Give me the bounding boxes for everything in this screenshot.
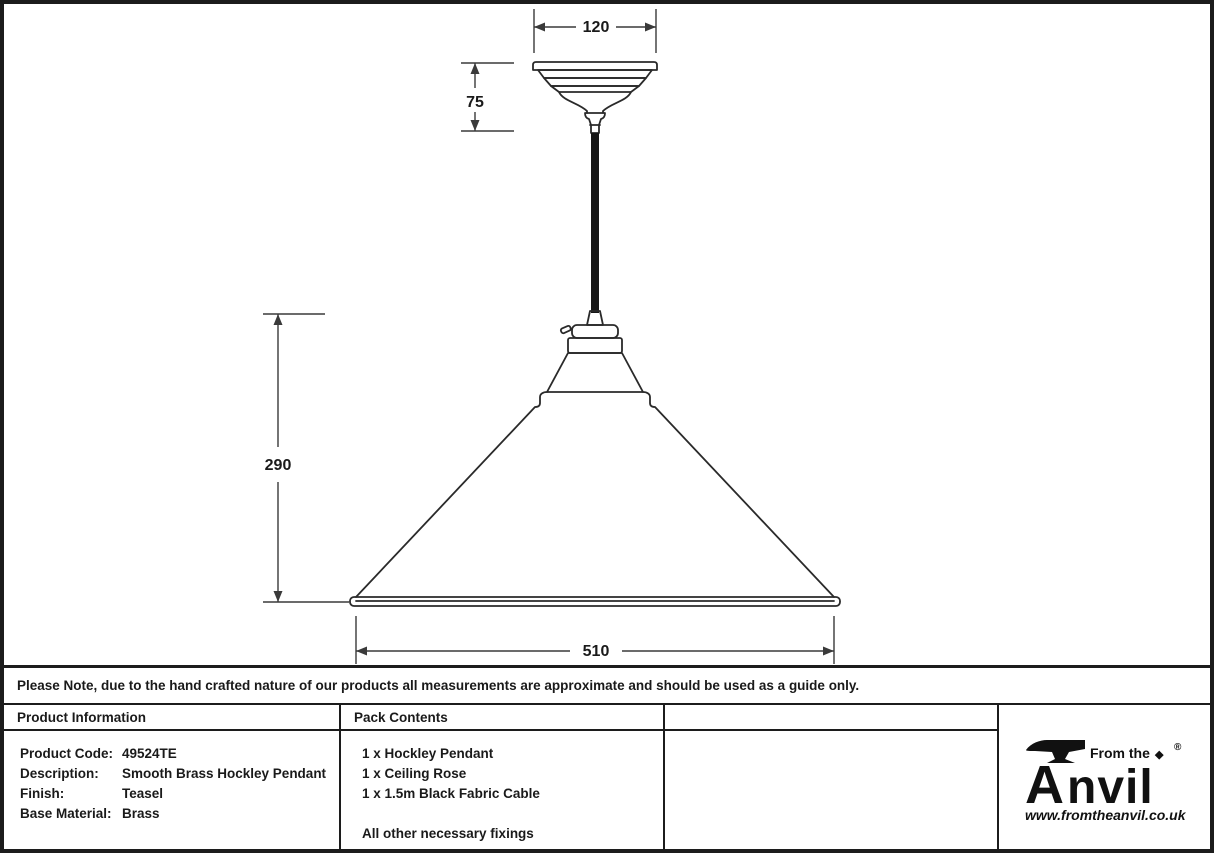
dimension-label: 290 bbox=[264, 457, 292, 474]
note-text: Please Note, due to the hand crafted nature of our products all measurements are approximate and should be used as a guide only. bbox=[17, 678, 860, 693]
pack-contents-footer: All other necessary fixings bbox=[362, 825, 534, 841]
anvil-logo bbox=[1024, 737, 1186, 825]
dimension-label: 120 bbox=[582, 19, 610, 36]
dimension-rose-width bbox=[534, 9, 656, 53]
dimension-label: 75 bbox=[466, 94, 484, 111]
dimension-shade-width bbox=[356, 616, 834, 664]
base-material-row: Base Material: Brass bbox=[20, 805, 160, 821]
dimension-label: 510 bbox=[582, 643, 610, 660]
ceiling-rose bbox=[533, 62, 657, 133]
cord-grip bbox=[587, 311, 603, 325]
logo-registered-mark: ® bbox=[1173, 742, 1181, 753]
description-row: Description: Smooth Brass Hockley Pendant bbox=[20, 765, 327, 781]
empty-body-cell bbox=[665, 731, 999, 849]
empty-header-cell bbox=[665, 705, 999, 731]
measurement-note bbox=[4, 665, 1210, 705]
logo-name-rest: nvil bbox=[1066, 761, 1154, 814]
product-code-row: Product Code: 49524TE bbox=[20, 745, 177, 761]
product-information-header: Product Information bbox=[4, 705, 341, 731]
pack-item: 1 x 1.5m Black Fabric Cable bbox=[362, 785, 540, 801]
dimension-rose-height bbox=[461, 63, 514, 131]
logo-prefix: From the bbox=[1089, 745, 1150, 761]
shade-gallery bbox=[547, 353, 643, 392]
spec-table bbox=[4, 705, 1210, 849]
logo-initial: A bbox=[1024, 755, 1064, 815]
shade bbox=[350, 353, 840, 606]
dimension-pendant-height bbox=[263, 314, 349, 602]
shade-cone bbox=[356, 392, 834, 597]
lamp-holder bbox=[560, 311, 622, 353]
pack-item: 1 x Hockley Pendant bbox=[362, 745, 494, 761]
pack-contents-header: Pack Contents bbox=[341, 705, 665, 731]
brand-logo-cell bbox=[999, 705, 1210, 849]
logo-url: www.fromtheanvil.co.uk bbox=[1024, 807, 1186, 823]
pack-item: 1 x Ceiling Rose bbox=[362, 765, 467, 781]
logo-diamond-icon: ◆ bbox=[1154, 749, 1163, 761]
pack-contents-body bbox=[341, 731, 665, 849]
fabric-cable bbox=[591, 133, 599, 313]
pendant-technical-drawing bbox=[4, 4, 1210, 665]
finish-row: Finish: Teasel bbox=[20, 785, 164, 801]
holder-screw bbox=[560, 325, 571, 334]
product-information-body bbox=[4, 731, 341, 849]
